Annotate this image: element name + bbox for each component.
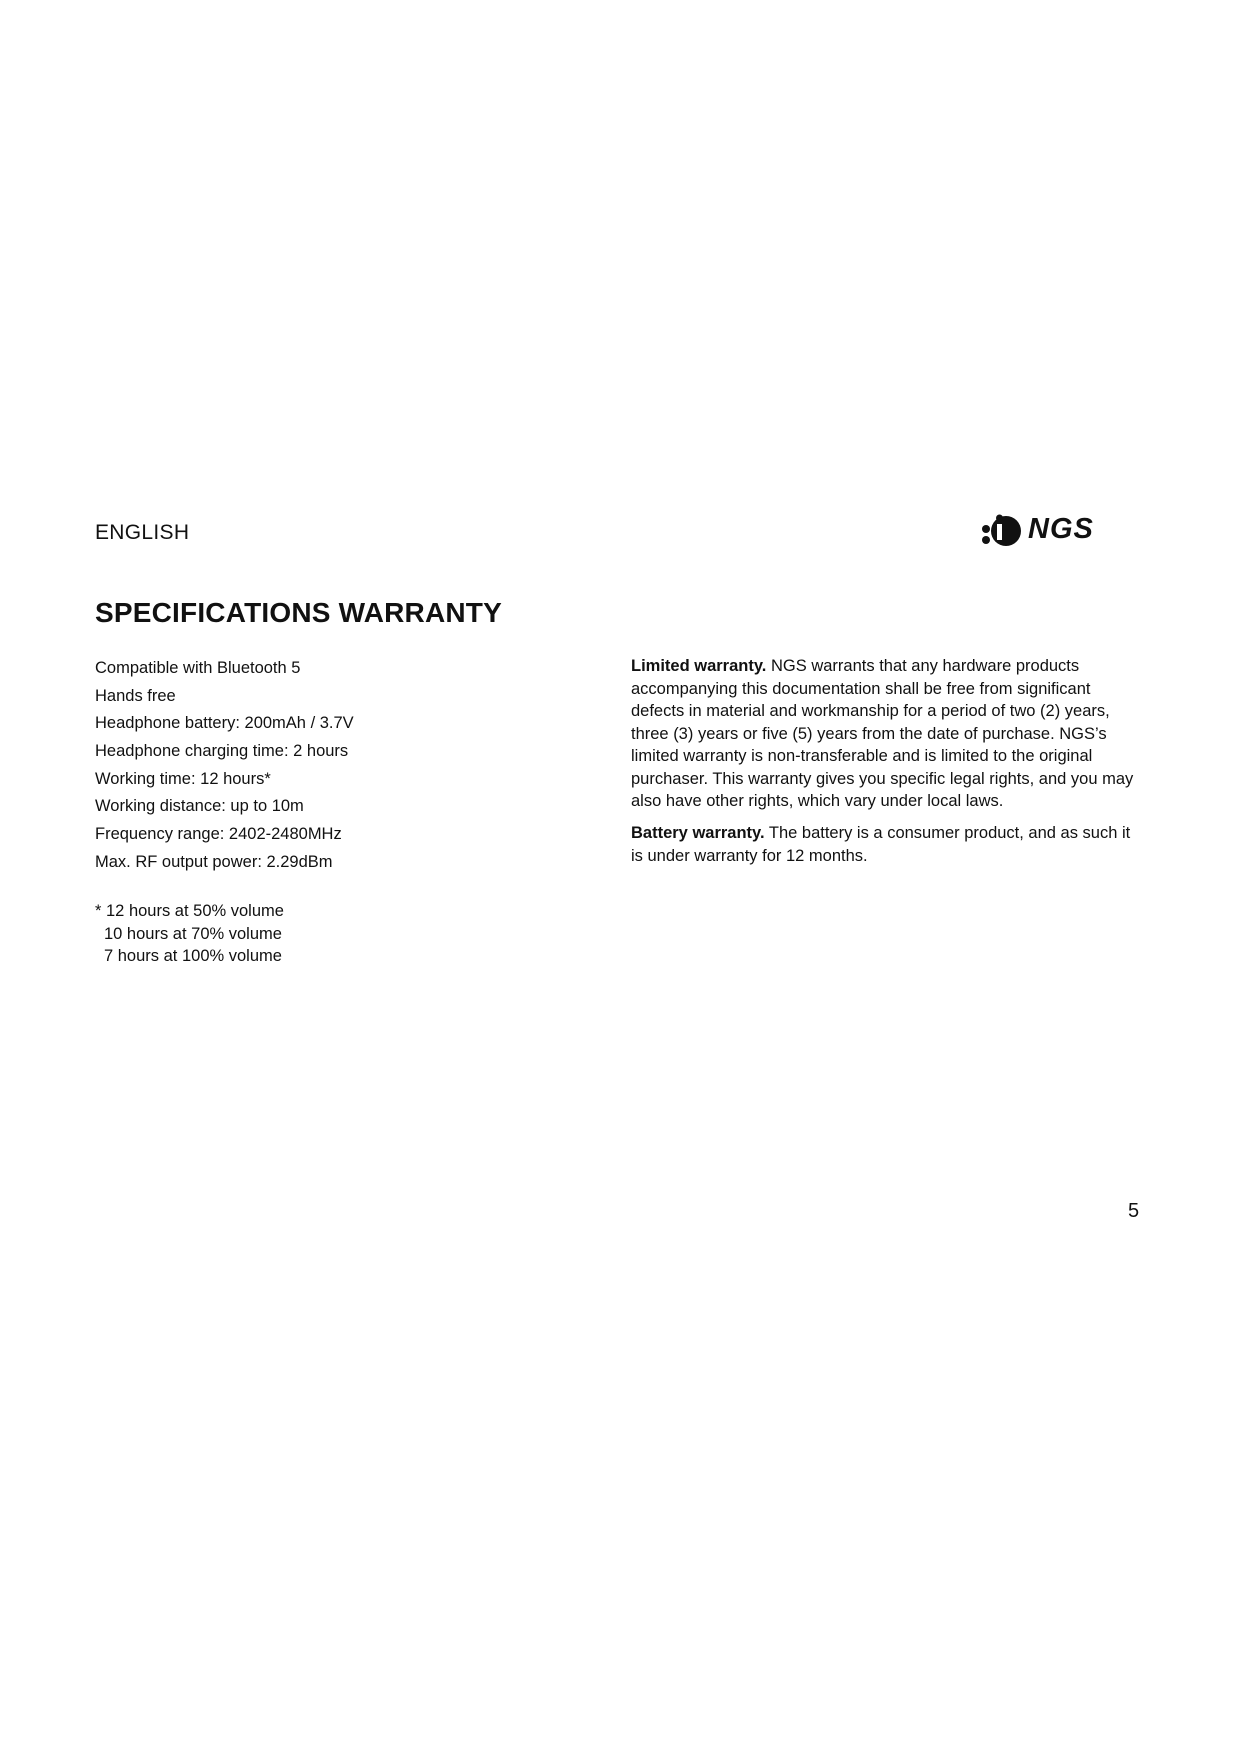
footnote-line: 7 hours at 100% volume [104, 947, 282, 965]
limited-warranty-text: NGS warrants that any hardware products accompanying this documentation shall be free from significant defects in material and workmanship for a period of two (2) years, three (3) years or five (5) years from the date of purchase. NGS’s limited warranty is non-transferable and is limited to the original purchaser. This warranty gives you specific legal rights, and you may also have other rights, which vary under local laws. [631, 657, 1134, 810]
battery-warranty-heading: Battery warranty. [631, 824, 765, 842]
spec-item: Hands free [95, 686, 176, 705]
logo-text: NGS [1028, 512, 1094, 545]
limited-warranty-paragraph [631, 655, 1141, 813]
spec-item: Working time: 12 hours* [95, 769, 271, 788]
page-number: 5 [1128, 1200, 1140, 1222]
spec-item: Compatible with Bluetooth 5 [95, 659, 301, 677]
spec-item: Working distance: up to 10m [95, 797, 304, 816]
specifications-list [95, 655, 354, 877]
spec-item: Max. RF output power: 2.29dBm [95, 852, 333, 871]
footnote-line: * 12 hours at 50% volume [95, 902, 284, 920]
footnote-line: 10 hours at 70% volume [104, 924, 282, 943]
ngs-logo-icon [980, 509, 1024, 549]
spec-item: Frequency range: 2402-2480MHz [95, 825, 342, 844]
limited-warranty-heading: Limited warranty. [631, 657, 767, 675]
working-time-footnote [95, 900, 284, 968]
page-title: SPECIFICATIONS WARRANTY [95, 597, 502, 628]
spec-item: Headphone battery: 200mAh / 3.7V [95, 714, 354, 733]
brand-logo [980, 508, 1142, 550]
battery-warranty-paragraph [631, 822, 1141, 867]
language-label: ENGLISH [95, 521, 190, 544]
spec-item: Headphone charging time: 2 hours [95, 742, 349, 761]
battery-warranty-text: The battery is a consumer product, and as such it is under warranty for 12 months. [631, 824, 1131, 865]
